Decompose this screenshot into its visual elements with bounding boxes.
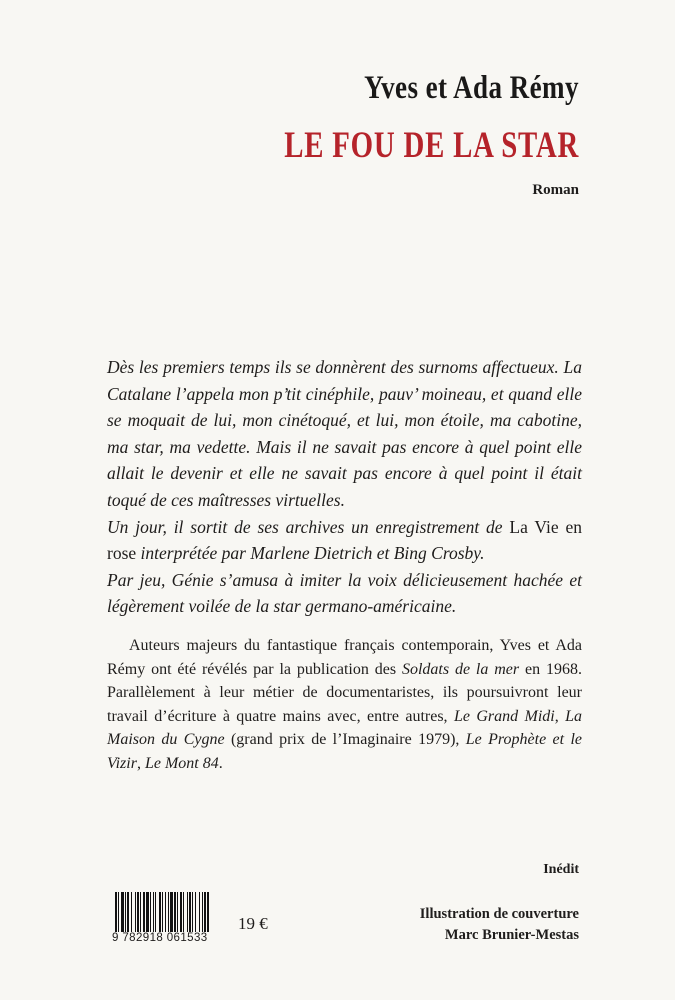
- bio-text-1: Auteurs majeurs du fantastique français contemporain, Yves et Ada Rémy ont été révélés par la publication des: [107, 637, 582, 678]
- isbn-digits: 9 782918 061533: [112, 932, 208, 944]
- cover-credit: [420, 904, 579, 946]
- excerpt-p2-text-a: Un jour, il sortit de ses archives un enregistrement de: [107, 516, 510, 537]
- price-label: 19 €: [238, 914, 268, 933]
- bio-paragraph: [107, 634, 582, 775]
- isbn-barcode: [113, 892, 225, 948]
- bio-text-4: (grand prix de l’Imaginaire 1979),: [224, 731, 466, 748]
- bio-text-6: .: [218, 754, 223, 772]
- bio-title-2: Le Grand Midi: [453, 707, 555, 725]
- excerpt-paragraph-2: [107, 514, 582, 567]
- bio-title-4: Le Prophète et le Vizir: [107, 731, 583, 772]
- credit-line-2: Marc Brunier-Mestas: [444, 927, 579, 943]
- bio-title-5: Le Mont 84: [144, 754, 219, 772]
- bio-title-1: Soldats de la mer: [401, 660, 520, 678]
- book-title: LE FOU DE LA STAR: [284, 125, 579, 166]
- bio-text-5: ,: [136, 754, 145, 772]
- excerpt-paragraph-1: Dès les premiers temps ils se donnèrent des surnoms affectueux. La Catalane l’appela mon p’tit cinéphile, pauv’ moineau, et quand elle se moquait de lui, mon cinétoqué, et lui, mon étoile, ma cabotine, ma star, ma vedette. Mais il ne savait pas encore à quel point elle allait le devenir et elle ne savait pas encore à quel point il était toqué de ces maîtresses virtuelles.: [107, 357, 582, 510]
- bio-text-3: ,: [554, 707, 566, 725]
- inedit-label: Inédit: [543, 862, 579, 877]
- excerpt-paragraph-3: Par jeu, Génie s’amusa à imiter la voix délicieusement hachée et légèrement voilée de la star germano-américaine.: [107, 569, 582, 617]
- bio-text-2: en 1968. Parallèlement à leur métier de documentaristes, ils poursuivront leur travail d’écriture à quatre mains avec, entre autres,: [107, 660, 583, 725]
- genre-label: Roman: [532, 182, 579, 198]
- excerpt-block: [107, 354, 582, 620]
- author-bio: [107, 634, 582, 775]
- song-title: La Vie en rose: [107, 516, 582, 564]
- excerpt-p2-text-c: interprétée par Marlene Dietrich et Bing Crosby.: [136, 543, 485, 564]
- author-names: Yves et Ada Rémy: [364, 70, 579, 106]
- credit-line-1: Illustration de couverture: [419, 906, 579, 922]
- bio-title-3: La Maison du Cygne: [107, 707, 583, 748]
